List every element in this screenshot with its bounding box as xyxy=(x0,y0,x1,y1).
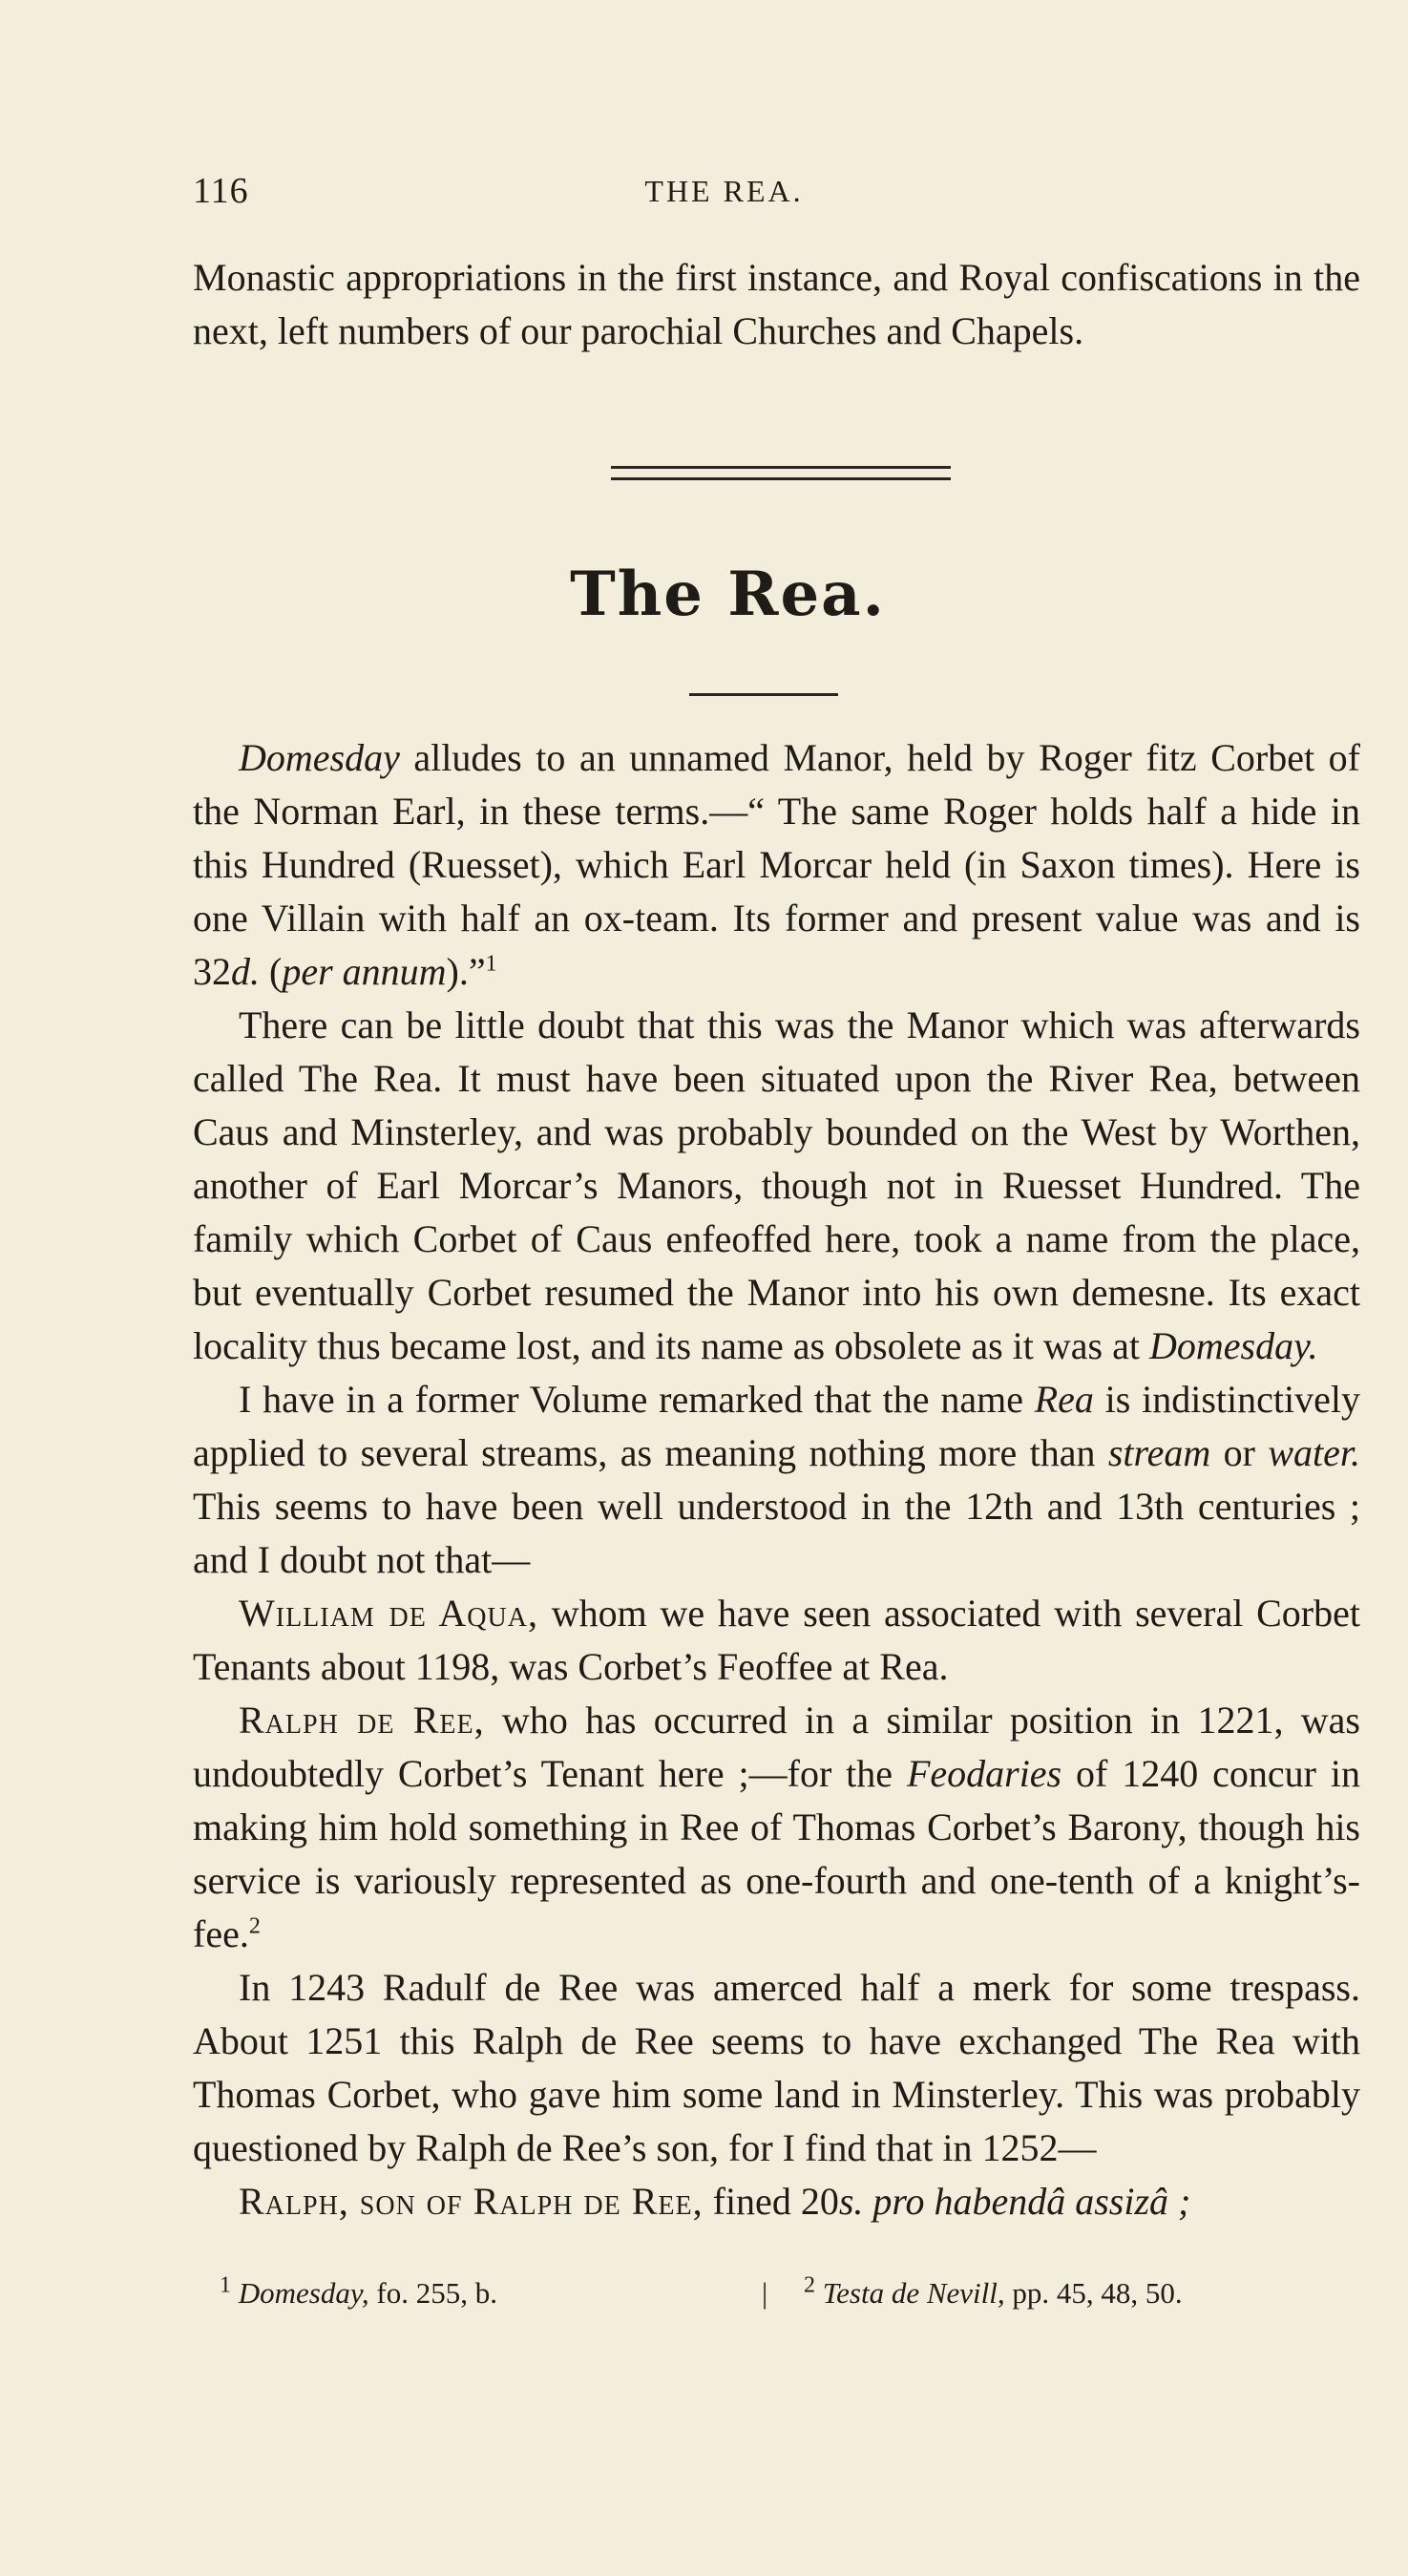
footnote-text: pp. 45, 48, 50. xyxy=(1004,2276,1183,2310)
opening-paragraph xyxy=(193,251,1360,358)
paragraph-text: is indistinctively applied to several streams, as meaning nothing more than xyxy=(193,1378,1360,1474)
paragraph-text: of 1240 concur in making him hold something in Ree of Thomas Corbet’s Barony, though his service is variously represented as one-fourth and one-tenth of a knight’s-fee. xyxy=(193,1752,1360,1955)
paragraph-1 xyxy=(193,731,1360,999)
paragraph-5 xyxy=(193,1694,1360,1961)
footnote-separator: | xyxy=(762,2276,768,2310)
paragraph-text: who has occurred in a similar position in 1221, was undoubtedly Corbet’s Tenant here ;—for the xyxy=(193,1699,1360,1795)
italic-text: stream xyxy=(1107,1431,1211,1474)
paragraph-2 xyxy=(193,999,1360,1373)
footnote-source: Testa de Nevill, xyxy=(822,2276,1005,2310)
section-divider-double-rule xyxy=(611,466,951,480)
italic-text: per annum xyxy=(282,950,447,993)
paragraph-text: There can be little doubt that this was the Manor which was afterwards called The Rea. It must have been situated upon the River Rea, between Caus and Minsterley, and was probably bounded on the West by Worthen, another of Earl Morcar’s Manors, though not in Ruesset Hundred. The family which Corbet of Caus enfeoffed here, took a name from the place, but eventually Corbet resumed the Manor into his own demesne. Its exact locality thus became lost, and its name as obsolete as it was at xyxy=(193,1003,1360,1367)
footnote-source: Domesday, xyxy=(238,2276,369,2310)
footnote-marker: 2 xyxy=(248,1913,261,1939)
paragraph-text: ).” xyxy=(446,950,486,993)
italic-text: Domesday xyxy=(239,736,400,779)
paragraph-text: or xyxy=(1210,1431,1269,1474)
small-caps-name: Ralph, son of Ralph de Ree, xyxy=(239,2180,704,2223)
opening-text: Monastic appropriations in the first instance, and Royal confiscations in the next, left numbers of our parochial Churches and Chapels. xyxy=(193,256,1360,352)
paragraph-text: alludes to an unnamed Manor, held by Roger fitz Corbet of the Norman Earl, in these terms.—“ The same Roger holds half a hide in this Hundred (Ruesset), which Earl Morcar held (in Saxon times). Here is one Villain with half an ox-team. Its former and present value was and is 32 xyxy=(193,736,1360,993)
paragraph-text: ( xyxy=(260,950,283,993)
running-title: THE REA. xyxy=(644,174,804,208)
section-title: The Rea. xyxy=(570,559,886,630)
italic-text: Feodaries xyxy=(906,1752,1062,1795)
paragraph-6: In 1243 Radulf de Ree was amerced half a merk for some trespass. About 1251 this Ralph de Ree seems to have exchanged The Rea with Thomas Corbet, who gave him some land in Minsterley. This was probably questioned by Ralph de Ree’s son, for I find that in 1252— xyxy=(193,1966,1360,2169)
small-caps-name: Ralph de Ree, xyxy=(239,1699,485,1742)
italic-text: Domesday. xyxy=(1148,1324,1318,1367)
paragraph-text: I have in a former Volume remarked that the name xyxy=(239,1378,1035,1421)
footnote-1 xyxy=(220,2274,497,2312)
italic-text: water. xyxy=(1268,1431,1360,1474)
running-head xyxy=(193,170,1313,218)
small-caps-name: William de Aqua, xyxy=(239,1592,538,1635)
page-number: 116 xyxy=(193,171,249,211)
paragraph-3 xyxy=(193,1373,1360,1587)
section-body xyxy=(193,731,1360,2228)
section-title-underline xyxy=(689,693,838,696)
italic-text: d. xyxy=(231,950,260,993)
paragraph-text: whom we have seen associated with several Corbet Tenants about 1198, was Corbet’s Feoffee at Rea. xyxy=(193,1592,1360,1688)
paragraph-7 xyxy=(193,2175,1360,2228)
footnote-text: fo. 255, b. xyxy=(368,2276,497,2310)
paragraph-text: This seems to have been well understood in the 12th and 13th centuries ; and I doubt not that— xyxy=(193,1485,1360,1581)
footnote-2 xyxy=(804,2274,1183,2312)
paragraph-4 xyxy=(193,1587,1360,1694)
footnote-marker: 1 xyxy=(485,951,497,977)
paragraph-text: fined 20 xyxy=(703,2180,839,2223)
footnote-number: 1 xyxy=(220,2272,231,2298)
italic-text: s. pro habendâ assizâ ; xyxy=(838,2180,1191,2223)
footnote-number: 2 xyxy=(804,2272,815,2298)
italic-text: Rea xyxy=(1034,1378,1094,1421)
